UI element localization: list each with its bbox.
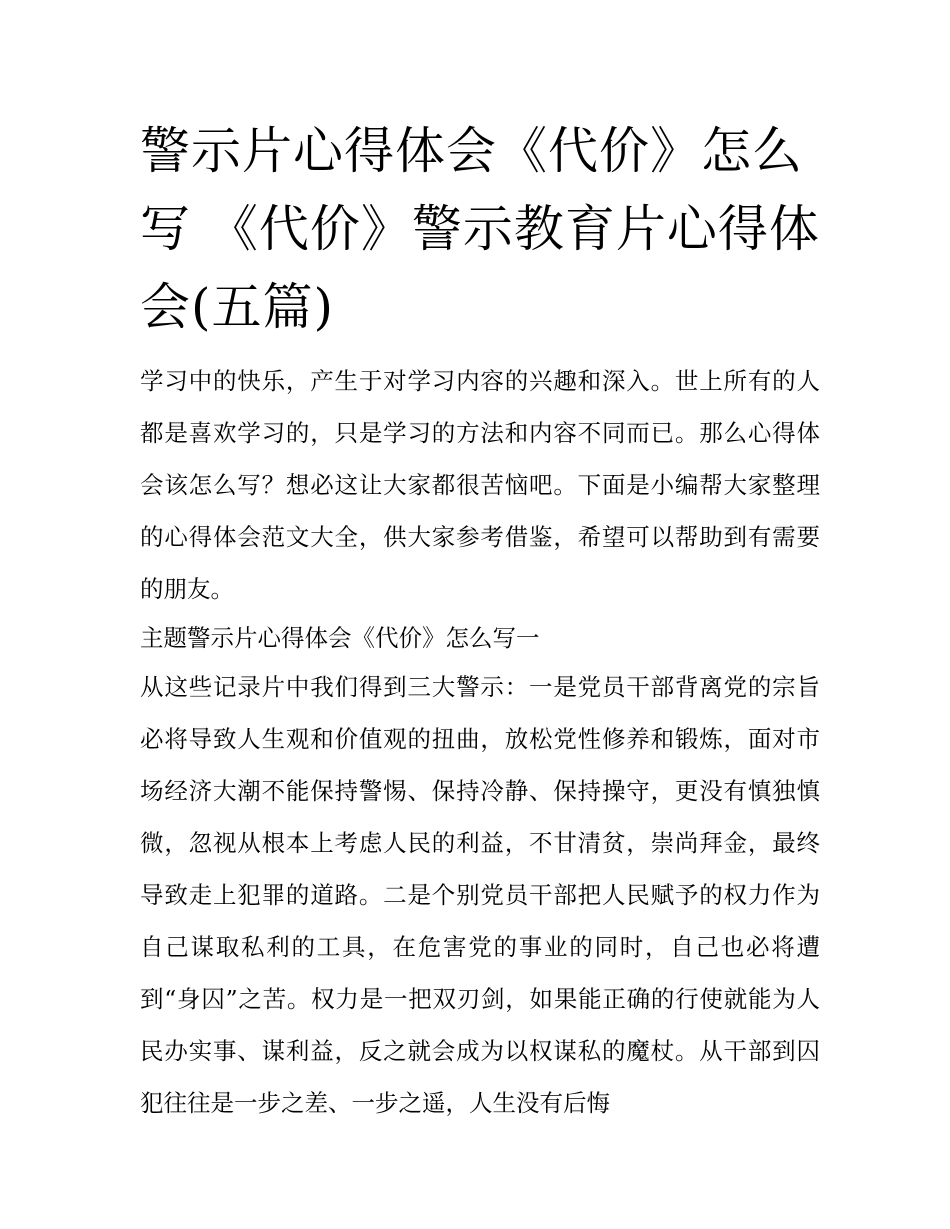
section-heading: 主题警示片心得体会《代价》怎么写一 bbox=[140, 624, 540, 652]
section-paragraph: 从这些记录片中我们得到三大警示：一是党员干部背离党的宗旨必将导致人生观和价值观的扭曲，放松党性修养和锻炼，面对市场经济大潮不能保持警惕、保持冷静、保持操守，更没有慎独慎微，忽视从根本上考虑人民的利益，不甘清贫，崇尚拜金，最终导致走上犯罪的道路。二是个别党员干部把人民赋予的权力作为自己谋取私利的工具，在危害党的事业的同时，自己也必将遭到“身囚”之苦。权力是一把双刃剑，如果能正确的行使就能为人民办实事、谋利益，反之就会成为以权谋私的魔杖。从干部到囚犯往往是一步之差、一步之遥，人生没有后悔 bbox=[140, 673, 820, 1117]
intro-paragraph: 学习中的快乐，产生于对学习内容的兴趣和深入。世上所有的人都是喜欢学习的，只是学习的方法和内容不同而已。那么心得体会该怎么写？想必这让大家都很苦恼吧。下面是小编帮大家整理的心得体会范文大全，供大家参考借鉴，希望可以帮助到有需要的朋友。 bbox=[140, 367, 820, 603]
document-body bbox=[140, 355, 820, 1129]
document-title: 警示片心得体会《代价》怎么写 《代价》警示教育片心得体会(五篇) bbox=[140, 122, 820, 336]
